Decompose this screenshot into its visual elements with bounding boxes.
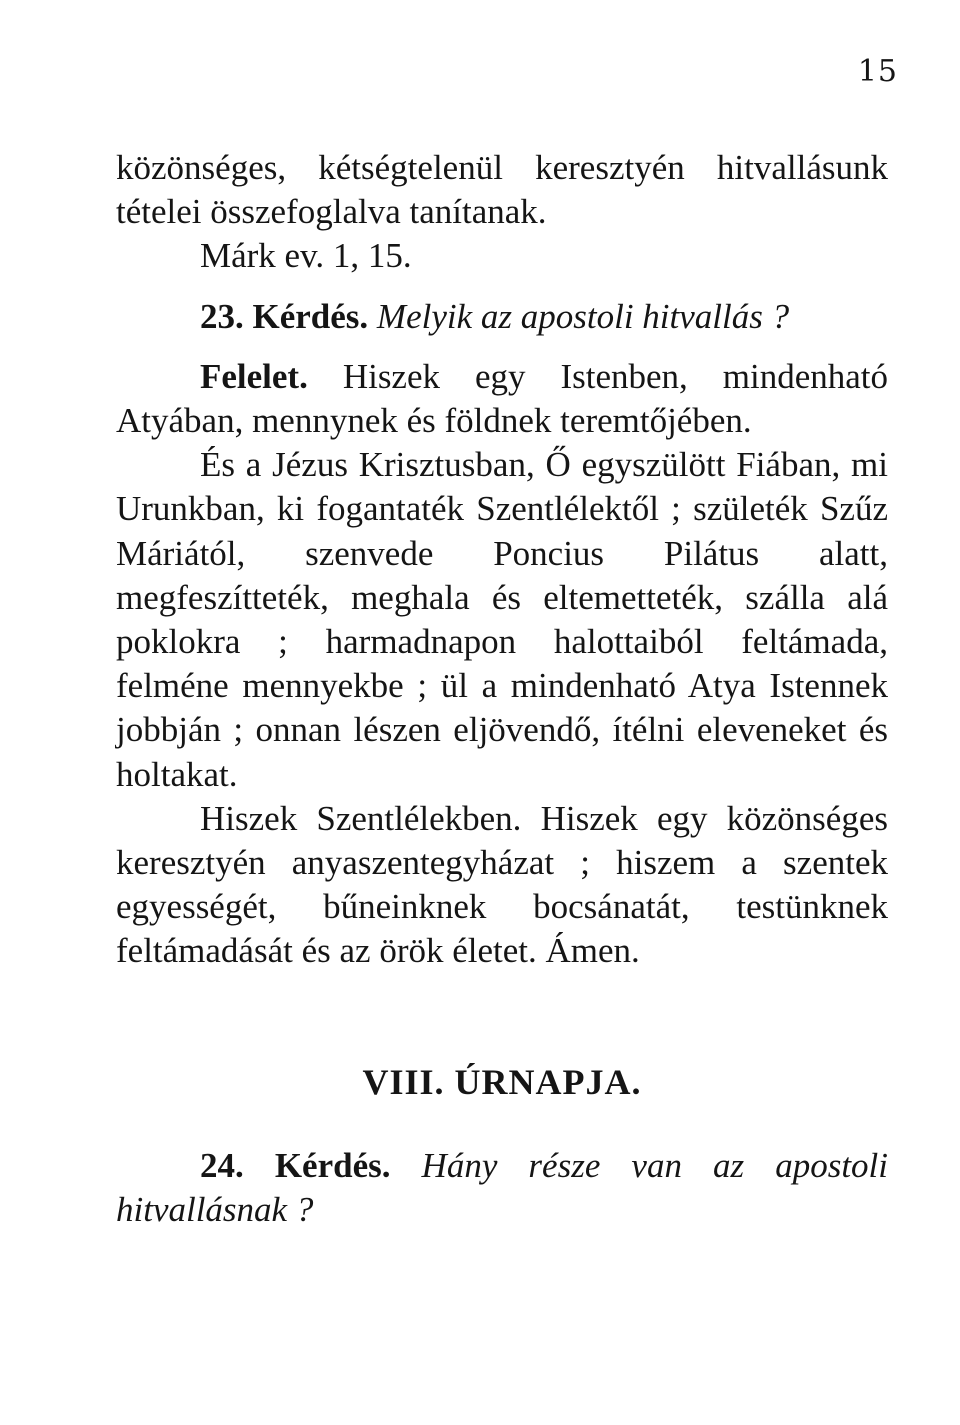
- question-23: [116, 295, 888, 339]
- question-23-text: Melyik az apostoli hitvallás ?: [376, 296, 790, 336]
- answer-label: Felelet.: [200, 356, 308, 396]
- answer-paragraph-3: Hiszek Szentlélekben. Hiszek egy közönséges keresztyén anyaszentegyházat ; hiszem a szentek egyességét, bűneinknek bocsánatát, testünknek feltámadását és az örök életet. Ámen.: [116, 798, 888, 971]
- answer-paragraph-2: És a Jézus Krisztusban, Ő egyszülött Fiában, mi Urunkban, ki fogantaték Szentlélektől ; születék Szűz Máriától, szenvede Poncius Pilátus alatt, megfeszítteték, meghala és eltemetteték, szálla alá poklokra ; harmadnapon halottaiból feltámada, felméne mennyekbe ; ül a mindenható Atya Istennek jobbján ; onnan lészen eljövendő, ítélni eleveneket és holtakat.: [116, 445, 888, 794]
- bible-reference: Márk ev. 1, 15.: [200, 236, 412, 276]
- answer-text-1: Hiszek egy Istenben, mindenható Atyában, mennynek és földnek teremtőjében.: [116, 356, 888, 441]
- question-24: [116, 1144, 888, 1232]
- page-number: 15: [857, 54, 898, 89]
- question-24-text: Hány része van az apostoli hitvallásnak ?: [116, 1145, 888, 1230]
- section-heading: VIII. ÚRNAPJA.: [362, 1061, 642, 1102]
- page-body: [116, 146, 888, 1232]
- intro-paragraph: közönséges, kétségtelenül keresztyén hitvallásunk tételei összefoglalva tanítanak.: [116, 148, 888, 232]
- answer-paragraph-1: [116, 355, 888, 443]
- question-23-label: 23. Kérdés.: [200, 296, 369, 336]
- question-24-label: 24. Kérdés.: [200, 1145, 391, 1185]
